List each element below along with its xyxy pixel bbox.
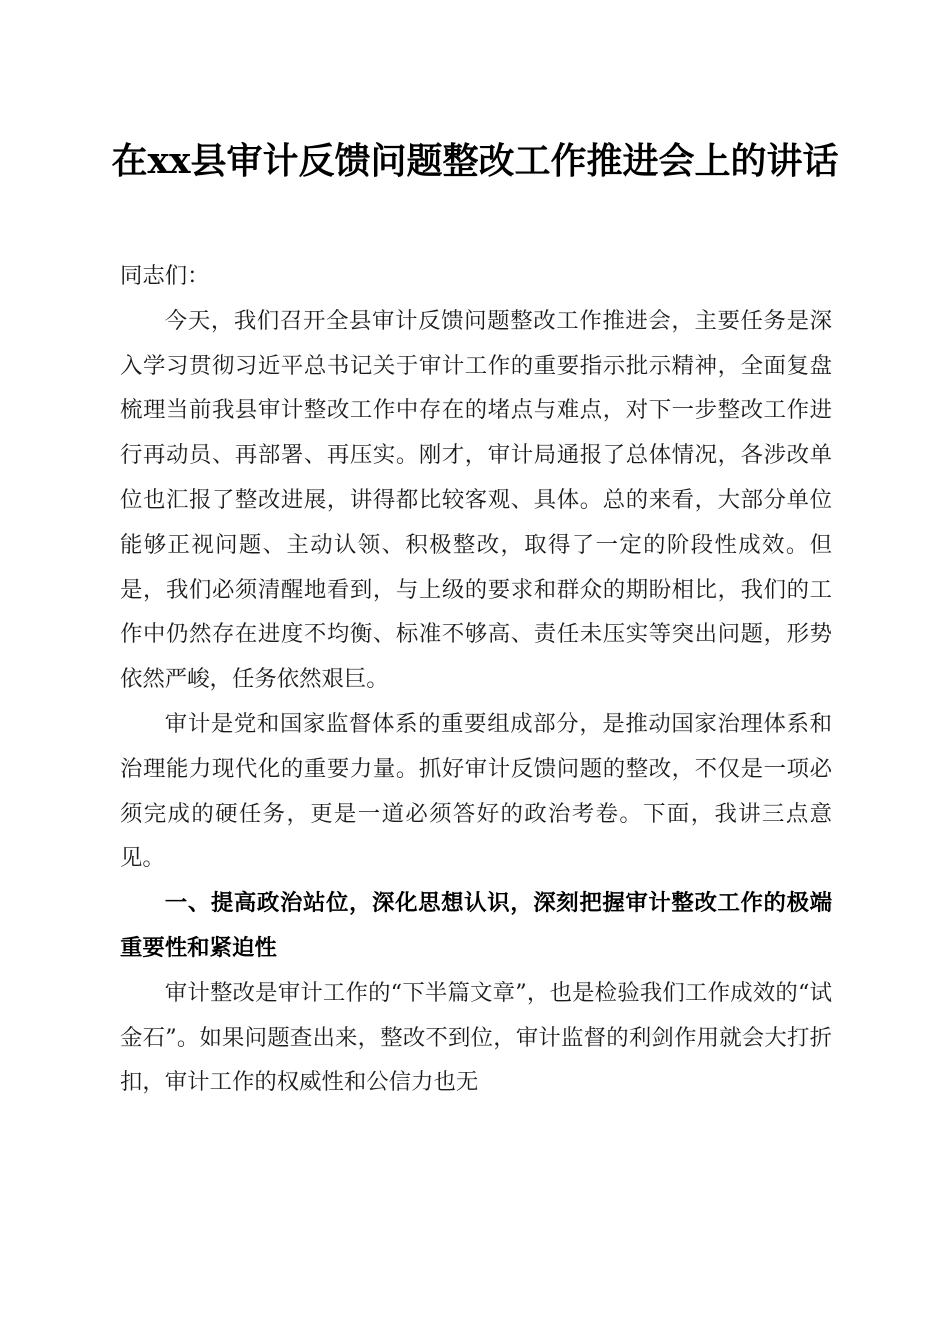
- document-title: 在xx县审计反馈问题整改工作推进会上的讲话: [111, 140, 839, 182]
- document-body: [120, 254, 832, 1105]
- body-paragraph-opening: 今天，我们召开全县审计反馈问题整改工作推进会，主要任务是深入学习贯彻习近平总书记关于审计工作的重要指示批示精神，全面复盘梳理当前我县审计整改工作中存在的堵点与难点，对下一步整改工作进行再动员、再部署、再压实。刚才，审计局通报了总体情况，各涉改单位也汇报了整改进展，讲得都比较客观、具体。总的来看，大部分单位能够正视问题、主动认领、积极整改，取得了一定的阶段性成效。但是，我们必须清醒地看到，与上级的要求和群众的期盼相比，我们的工作中仍然存在进度不均衡、标准不够高、责任未压实等突出问题，形势依然严峻，任务依然艰巨。: [120, 307, 832, 693]
- section-heading-one: 一、提高政治站位，深化思想认识，深刻把握审计整改工作的极端重要性和紧迫性: [120, 890, 832, 961]
- salutation: 同志们：: [120, 263, 210, 289]
- body-paragraph-context: 审计是党和国家监督体系的重要组成部分，是推动国家治理体系和治理能力现代化的重要力量。抓好审计反馈问题的整改，不仅是一项必须完成的硬任务，更是一道必须答好的政治考卷。下面，我讲三点意见。: [120, 710, 832, 872]
- section-paragraph-one: 审计整改是审计工作的“下半篇文章”，也是检验我们工作成效的“试金石”。如果问题查出来，整改不到位，审计监督的利剑作用就会大打折扣，审计工作的权威性和公信力也无: [120, 979, 832, 1096]
